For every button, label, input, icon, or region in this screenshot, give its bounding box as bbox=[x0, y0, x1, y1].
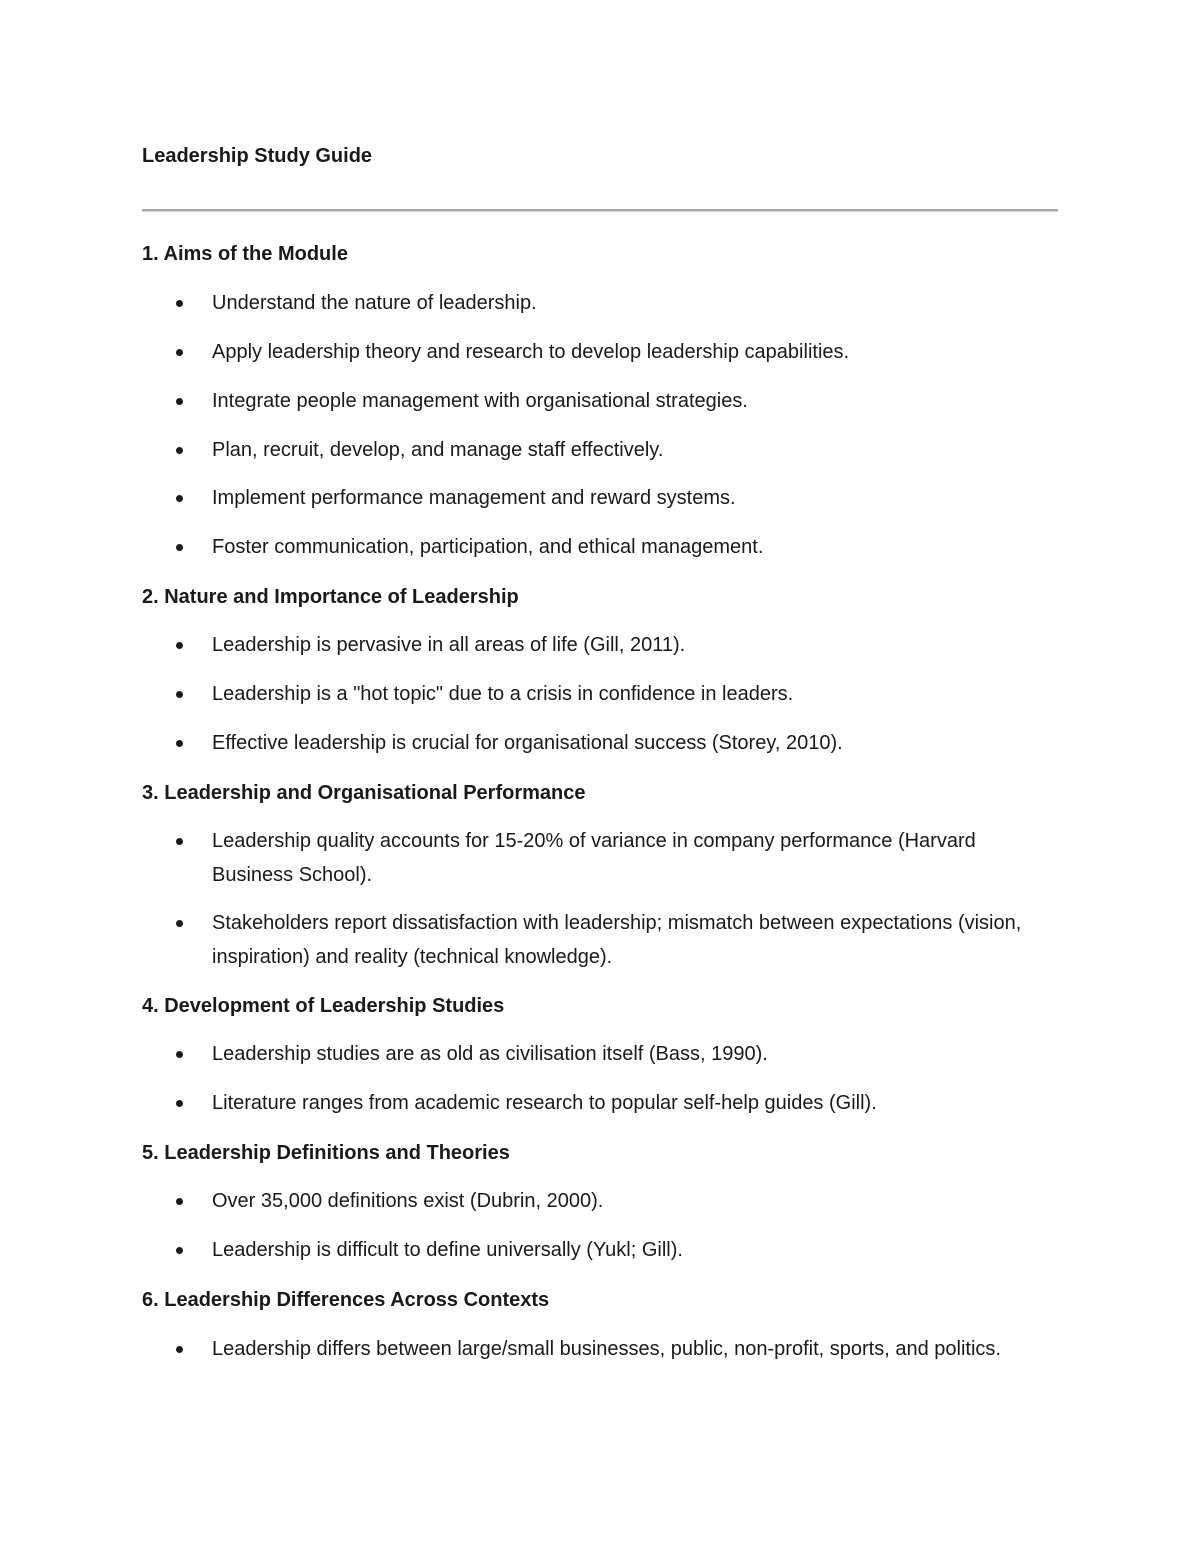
list-item-text: Leadership studies are as old as civilisation itself (Bass, 1990). bbox=[212, 1043, 768, 1065]
bullet-icon bbox=[176, 495, 183, 502]
list-item-text: Implement performance management and reward systems. bbox=[212, 487, 736, 509]
bullet-icon bbox=[176, 1051, 183, 1058]
bullet-icon bbox=[176, 544, 183, 551]
section-heading-development: 4. Development of Leadership Studies bbox=[142, 995, 505, 1017]
section-heading-definitions: 5. Leadership Definitions and Theories bbox=[142, 1142, 510, 1164]
list-item bbox=[142, 906, 1060, 974]
document-title: Leadership Study Guide bbox=[142, 145, 373, 167]
list-item bbox=[142, 677, 1060, 711]
bullet-icon bbox=[176, 1100, 183, 1107]
list-item-text: Literature ranges from academic research to popular self-help guides (Gill). bbox=[212, 1092, 877, 1114]
list-item-text: Plan, recruit, develop, and manage staff effectively. bbox=[212, 439, 664, 461]
bullet-icon bbox=[176, 349, 183, 356]
bullet-icon bbox=[176, 838, 183, 845]
list-item bbox=[142, 1037, 1060, 1071]
bullet-icon bbox=[176, 920, 183, 927]
list-item bbox=[142, 1184, 1060, 1218]
list-item bbox=[142, 1332, 1060, 1366]
list-item-text: Foster communication, participation, and ethical management. bbox=[212, 536, 764, 558]
list-item-text: Leadership is difficult to define universally (Yukl; Gill). bbox=[212, 1239, 683, 1261]
bullet-icon bbox=[176, 300, 183, 307]
list-item-text: Understand the nature of leadership. bbox=[212, 292, 537, 314]
bullet-icon bbox=[176, 398, 183, 405]
section-heading-performance: 3. Leadership and Organisational Performance bbox=[142, 782, 586, 804]
bullet-icon bbox=[176, 691, 183, 698]
list-item-text: Over 35,000 definitions exist (Dubrin, 2000). bbox=[212, 1190, 604, 1212]
list-item bbox=[142, 433, 1060, 467]
bullet-icon bbox=[176, 1346, 183, 1353]
list-item bbox=[142, 335, 1060, 369]
list-item bbox=[142, 726, 1060, 760]
section-heading-nature: 2. Nature and Importance of Leadership bbox=[142, 586, 519, 608]
section-heading-contexts: 6. Leadership Differences Across Contexts bbox=[142, 1289, 550, 1311]
bullet-icon bbox=[176, 642, 183, 649]
list-item bbox=[142, 481, 1060, 515]
list-item-text: Integrate people management with organisational strategies. bbox=[212, 390, 748, 412]
list-item bbox=[142, 530, 1060, 564]
list-item bbox=[142, 628, 1060, 662]
horizontal-divider bbox=[142, 209, 1058, 212]
section-heading-aims: 1. Aims of the Module bbox=[142, 243, 348, 265]
list-item bbox=[142, 1233, 1060, 1267]
list-item-text: Leadership is pervasive in all areas of life (Gill, 2011). bbox=[212, 634, 686, 656]
bullet-icon bbox=[176, 1247, 183, 1254]
list-item-text: Leadership differs between large/small businesses, public, non-profit, sports, and politics. bbox=[212, 1338, 1001, 1360]
bullet-icon bbox=[176, 447, 183, 454]
bullet-icon bbox=[176, 1198, 183, 1205]
list-item bbox=[142, 1086, 1060, 1120]
list-item-text: Apply leadership theory and research to develop leadership capabilities. bbox=[212, 341, 850, 363]
list-item-text: Leadership quality accounts for 15-20% of variance in company performance (Harvard Business School). bbox=[212, 830, 976, 886]
list-item bbox=[142, 286, 1060, 320]
list-item-text: Leadership is a "hot topic" due to a crisis in confidence in leaders. bbox=[212, 683, 794, 705]
bullet-icon bbox=[176, 740, 183, 747]
list-item-text: Stakeholders report dissatisfaction with leadership; mismatch between expectations (vision, inspiration) and reality (technical knowledge). bbox=[212, 912, 1022, 968]
list-item-text: Effective leadership is crucial for organisational success (Storey, 2010). bbox=[212, 732, 843, 754]
list-item bbox=[142, 824, 1060, 892]
list-item bbox=[142, 384, 1060, 418]
